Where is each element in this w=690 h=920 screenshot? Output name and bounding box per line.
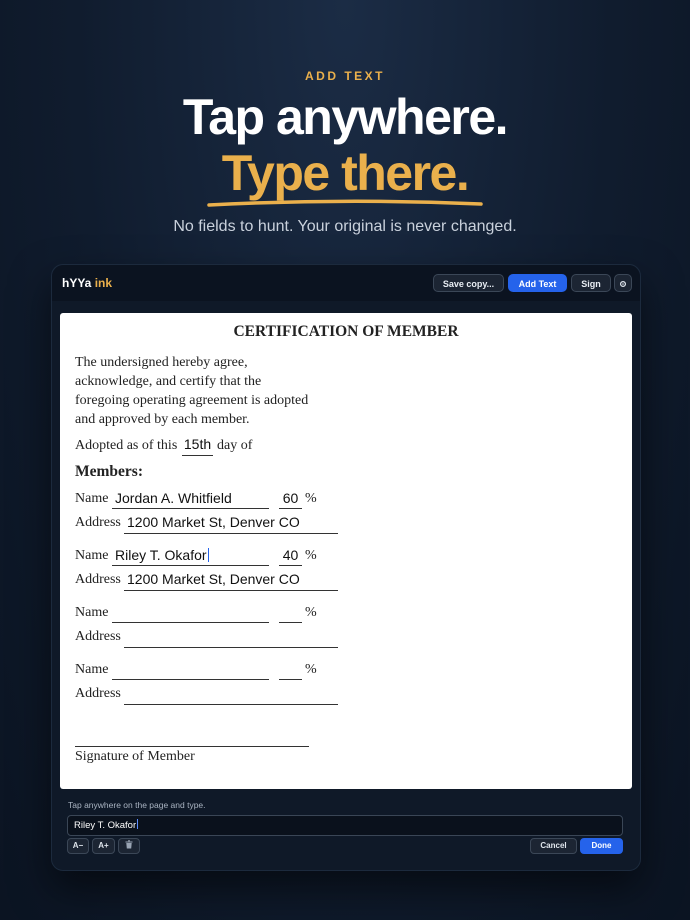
settings-button[interactable]: [614, 274, 632, 292]
member-percent-value[interactable]: 40: [282, 547, 299, 563]
signature-line[interactable]: [75, 746, 309, 747]
name-line[interactable]: [112, 622, 269, 623]
member-name-value[interactable]: Jordan A. Whitfield: [115, 490, 232, 506]
headline-primary: Tap anywhere.: [182, 89, 508, 145]
document-title: CERTIFICATION OF MEMBER: [233, 323, 459, 340]
delete-button[interactable]: [118, 838, 140, 854]
text-caret: [137, 819, 138, 829]
member-address-value[interactable]: 1200 Market St, Denver CO: [127, 514, 300, 530]
percent-line: [279, 508, 302, 509]
add-text-button[interactable]: Add Text: [508, 274, 567, 292]
hero-subtitle: No fields to hunt. Your original is never changed.: [173, 218, 517, 235]
percent-line: [279, 565, 302, 566]
adopted-day-value[interactable]: 15th: [183, 436, 212, 452]
name-label: Name: [75, 491, 109, 506]
member-address-value[interactable]: 1200 Market St, Denver CO: [127, 571, 300, 587]
percent-sign: %: [305, 491, 317, 506]
address-line[interactable]: [124, 647, 338, 648]
name-label: Name: [75, 662, 109, 677]
gear-icon: [619, 280, 627, 288]
name-label: Name: [75, 605, 109, 620]
name-line: [112, 565, 269, 566]
app-window: [51, 264, 641, 871]
address-label: Address: [75, 515, 121, 530]
headline-underline: [205, 196, 485, 210]
signature-label: Signature of Member: [75, 749, 195, 764]
adopted-day-line: [182, 455, 213, 456]
members-heading: Members:: [75, 463, 143, 480]
app-logo: hYYa ink: [62, 276, 113, 290]
address-line[interactable]: [124, 704, 338, 705]
decrease-font-button[interactable]: A−: [67, 838, 89, 854]
address-label: Address: [75, 572, 121, 587]
adopted-suffix: day of: [217, 438, 253, 453]
sign-button[interactable]: Sign: [571, 274, 611, 292]
address-line: [124, 590, 338, 591]
name-line: [112, 508, 269, 509]
save-copy-button[interactable]: Save copy...: [433, 274, 504, 292]
member-name-value-active[interactable]: Riley T. Okafor: [115, 547, 207, 563]
increase-font-button[interactable]: A+: [92, 838, 115, 854]
text-entry-field[interactable]: Riley T. Okafor: [67, 815, 623, 836]
name-line[interactable]: [112, 679, 269, 680]
name-label: Name: [75, 548, 109, 563]
document-intro: The undersigned hereby agree, acknowledge, and certify that the foregoing operating agreement is adopted and approved by each member.: [75, 355, 309, 427]
input-hint: Tap anywhere on the page and type.: [68, 800, 206, 810]
adopted-prefix: Adopted as of this: [75, 438, 178, 453]
address-label: Address: [75, 629, 121, 644]
trash-icon: [125, 840, 133, 849]
app-toolbar: [52, 265, 640, 301]
text-caret: [208, 548, 209, 562]
address-line: [124, 533, 338, 534]
document-page[interactable]: [60, 313, 632, 789]
address-label: Address: [75, 686, 121, 701]
percent-line[interactable]: [279, 622, 302, 623]
percent-sign: %: [305, 548, 317, 563]
member-percent-value[interactable]: 60: [282, 490, 299, 506]
percent-sign: %: [305, 662, 317, 677]
percent-line[interactable]: [279, 679, 302, 680]
eyebrow-label: ADD TEXT: [305, 69, 385, 83]
headline-accent: Type there.: [221, 145, 469, 201]
done-button[interactable]: Done: [580, 838, 623, 854]
percent-sign: %: [305, 605, 317, 620]
cancel-button[interactable]: Cancel: [530, 838, 577, 854]
